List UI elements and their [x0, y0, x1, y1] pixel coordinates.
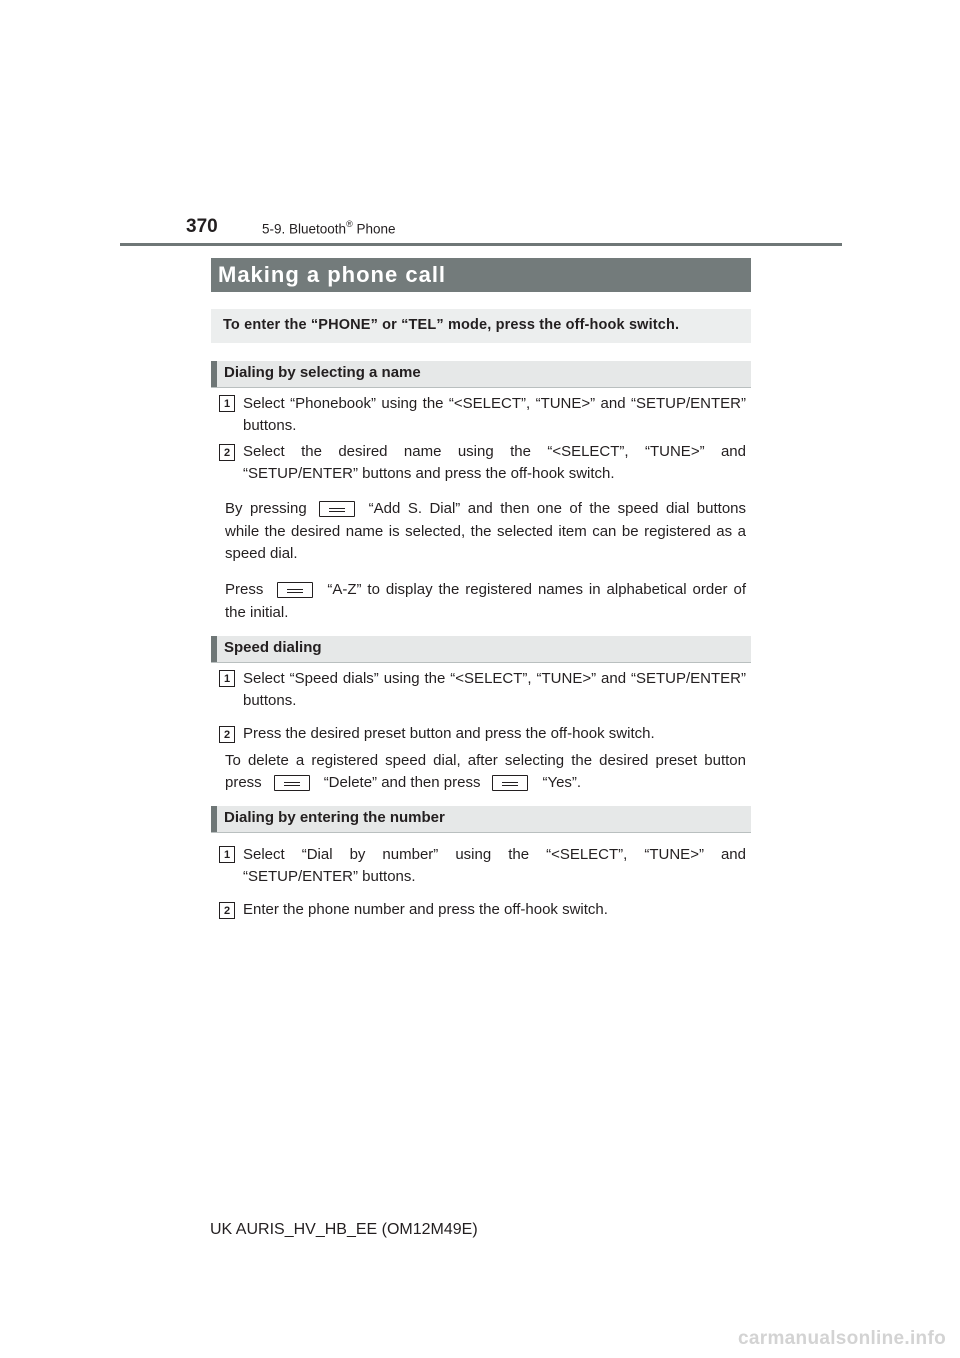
subheading-text: Dialing by selecting a name	[224, 364, 421, 381]
footer-model-code: UK AURIS_HV_HB_EE (OM12M49E)	[210, 1221, 478, 1238]
watermark: carmanualsonline.info	[738, 1328, 946, 1349]
note-text-before: Press	[225, 581, 264, 598]
step-text: Select “Phonebook” using the “<SELECT”, “TUNE>” and “SETUP/ENTER” buttons.	[243, 395, 746, 434]
step-number-badge: 1	[219, 395, 235, 412]
page-title: Making a phone call	[218, 262, 447, 287]
step-text: Select “Speed dials” using the “<SELECT”, “TUNE>” and “SETUP/ENTER” buttons.	[243, 670, 746, 709]
subheading-dialing-by-number	[211, 806, 751, 833]
note-a-z	[225, 579, 746, 624]
step-text: Press the desired preset button and press the off-hook switch.	[243, 725, 655, 742]
intro-box	[211, 309, 751, 343]
registered-mark: ®	[346, 219, 353, 229]
note-delete-speed-dial	[225, 750, 746, 794]
note-text-middle: “Delete” and then press	[323, 774, 481, 791]
note-text-after: “Yes”.	[542, 774, 582, 791]
page-number: 370	[186, 216, 218, 237]
step-number-badge: 1	[219, 846, 235, 863]
step-number-badge: 2	[219, 444, 235, 461]
note-text-before: To delete a registered speed dial, after selecting the desired preset button press	[225, 752, 746, 791]
breadcrumb-section: 5-9. Bluetooth	[262, 221, 347, 237]
button-icon	[492, 775, 528, 791]
title-bar	[211, 258, 751, 292]
note-text-after: “Add S. Dial” and then one of the speed dial buttons while the desired name is selected, the selected item can be registered as a speed dial.	[225, 500, 746, 562]
button-icon	[274, 775, 310, 791]
breadcrumb	[262, 220, 396, 237]
breadcrumb-suffix: Phone	[352, 221, 396, 237]
step-number-badge: 2	[219, 726, 235, 743]
button-icon	[319, 501, 355, 517]
button-icon	[277, 582, 313, 598]
subheading-speed-dialing	[211, 636, 751, 663]
header-divider	[120, 243, 842, 246]
step-number-badge: 1	[219, 670, 235, 687]
note-text-before: By pressing	[225, 500, 307, 517]
step-number-badge: 2	[219, 902, 235, 919]
subheading-dialing-by-name	[211, 361, 751, 388]
step-text: Enter the phone number and press the off-hook switch.	[243, 901, 608, 918]
subheading-text: Speed dialing	[224, 639, 322, 656]
subheading-text: Dialing by entering the number	[224, 809, 445, 826]
note-speed-dial-register	[225, 498, 746, 566]
note-text-after: “A-Z” to display the registered names in alphabetical order of the initial.	[225, 581, 746, 621]
intro-text: To enter the “PHONE” or “TEL” mode, press the off-hook switch.	[223, 317, 680, 333]
step-text: Select the desired name using the “<SELECT”, “TUNE>” and “SETUP/ENTER” buttons and press the off-hook switch.	[243, 443, 746, 482]
step-text: Select “Dial by number” using the “<SELECT”, “TUNE>” and “SETUP/ENTER” buttons.	[243, 846, 746, 885]
